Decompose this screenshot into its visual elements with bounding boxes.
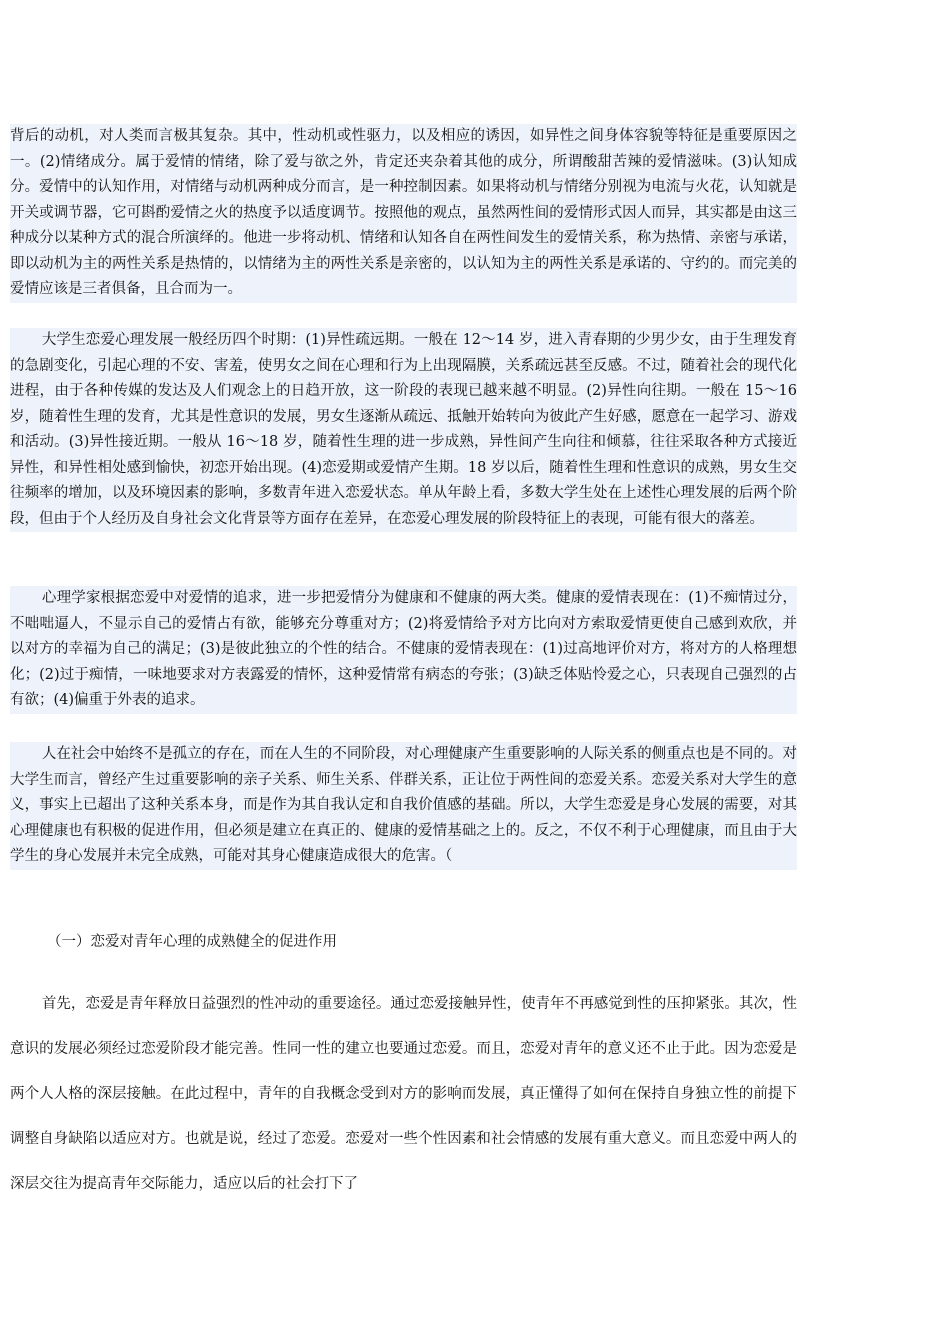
paragraph-text: 人在社会中始终不是孤立的存在，而在人生的不同阶段，对心理健康产生重要影响的人际关系的侧重点也是不同的。对大学生而言，曾经产生过重要影响的亲子关系、师生关系、伴群关系，正让位于两性间的恋爱关系。恋爱关系对大学生的意义，事实上已超出了这种关系本身，而是作为其自我认定和自我价值感的基础。所以，大学生恋爱是身心发展的需要，对其心理健康也有积极的促进作用，但必须是建立在真正的、健康的爱情基础之上的。反之，不仅不利于心理健康，而且由于大学生的身心发展并未完全成熟，可能对其身心健康造成很大的危害。（ bbox=[10, 746, 797, 864]
section-heading: （一）恋爱对青年心理的成熟健全的促进作用 bbox=[47, 934, 337, 950]
paragraph-social-relations bbox=[10, 742, 797, 870]
paragraph-healthy-unhealthy-love bbox=[10, 586, 797, 714]
paragraph-love-development-stages bbox=[10, 328, 797, 532]
paragraph-promotion-effects: 首先，恋爱是青年释放日益强烈的性冲动的重要途径。通过恋爱接触异性，使青年不再感觉到性的压抑紧张。其次，性意识的发展必须经过恋爱阶段才能完善。性同一性的建立也要通过恋爱。而且，恋爱对青年的意义还不止于此。因为恋爱是两个人人格的深层接触。在此过程中，青年的自我概念受到对方的影响而发展，真正懂得了如何在保持自身独立性的前提下调整自身缺陷以适应对方。也就是说，经过了恋爱。恋爱对一些个性因素和社会情感的发展有重大意义。而且恋爱中两人的深层交往为提高青年交际能力，适应以后的社会打下了 bbox=[10, 996, 797, 1192]
paragraph-text: 背后的动机，对人类而言极其复杂。其中，性动机或性驱力，以及相应的诱因，如异性之间身体容貌等特征是重要原因之一。(2)情绪成分。属于爱情的情绪，除了爱与欲之外，肯定还夹杂着其他的成分，所谓酸甜苦辣的爱情滋味。(3)认知成分。爱情中的认知作用，对情绪与动机两种成分而言，是一种控制因素。如果将动机与情绪分别视为电流与火花，认知就是开关或调节器，它可斟酌爱情之火的热度予以适度调节。按照他的观点，虽然两性间的爱情形式因人而异，其实都是由这三种成分以某种方式的混合所演绎的。他进一步将动机、情绪和认知各自在两性间发生的爱情关系，称为热情、亲密与承诺，即以动机为主的两性关系是热情的，以情绪为主的两性关系是亲密的，以认知为主的两性关系是承诺的、守约的。而完美的爱情应该是三者俱备，且合而为一。 bbox=[10, 128, 797, 297]
paragraph-love-components bbox=[10, 124, 797, 303]
paragraph-text: 大学生恋爱心理发展一般经历四个时期：(1)异性疏远期。一般在 12～14 岁，进入青春期的少男少女，由于生理发育的急剧变化，引起心理的不安、害羞，使男女之间在心理和行为上出现隔膜，关系疏远甚至反感。不过，随着社会的现代化进程，由于各种传媒的发达及人们观念上的日趋开放，这一阶段的表现已越来越不明显。(2)异性向往期。一般在 15～16 岁，随着性生理的发育，尤其是性意识的发展，男女生逐渐从疏远、抵触开始转向为彼此产生好感，愿意在一起学习、游戏和活动。(3)异性接近期。一般从 16～18 岁，随着性生理的进一步成熟，异性间产生向往和倾慕，往往采取各种方式接近异性，和异性相处感到愉快，初恋开始出现。(4)恋爱期或爱情产生期。18 岁以后，随着性生理和性意识的成熟，男女生交往频率的增加，以及环境因素的影响，多数青年进入恋爱状态。单从年龄上看，多数大学生处在上述性心理发展的后两个阶段，但由于个人经历及自身社会文化背景等方面存在差异，在恋爱心理发展的阶段特征上的表现，可能有很大的落差。 bbox=[10, 332, 797, 527]
paragraph-text: 心理学家根据恋爱中对爱情的追求，进一步把爱情分为健康和不健康的两大类。健康的爱情表现在：(1)不痴情过分，不咄咄逼人，不显示自己的爱情占有欲，能够充分尊重对方；(2)将爱情给予对方比向对方索取爱情更使自己感到欢欣，并以对方的幸福为自己的满足；(3)是彼此独立的个性的结合。不健康的爱情表现在：(1)过高地评价对方，将对方的人格理想化；(2)过于痴情，一味地要求对方表露爱的情怀，这种爱情常有病态的夸张；(3)缺乏体贴怜爱之心，只表现自己强烈的占有欲；(4)偏重于外表的追求。 bbox=[10, 590, 797, 708]
